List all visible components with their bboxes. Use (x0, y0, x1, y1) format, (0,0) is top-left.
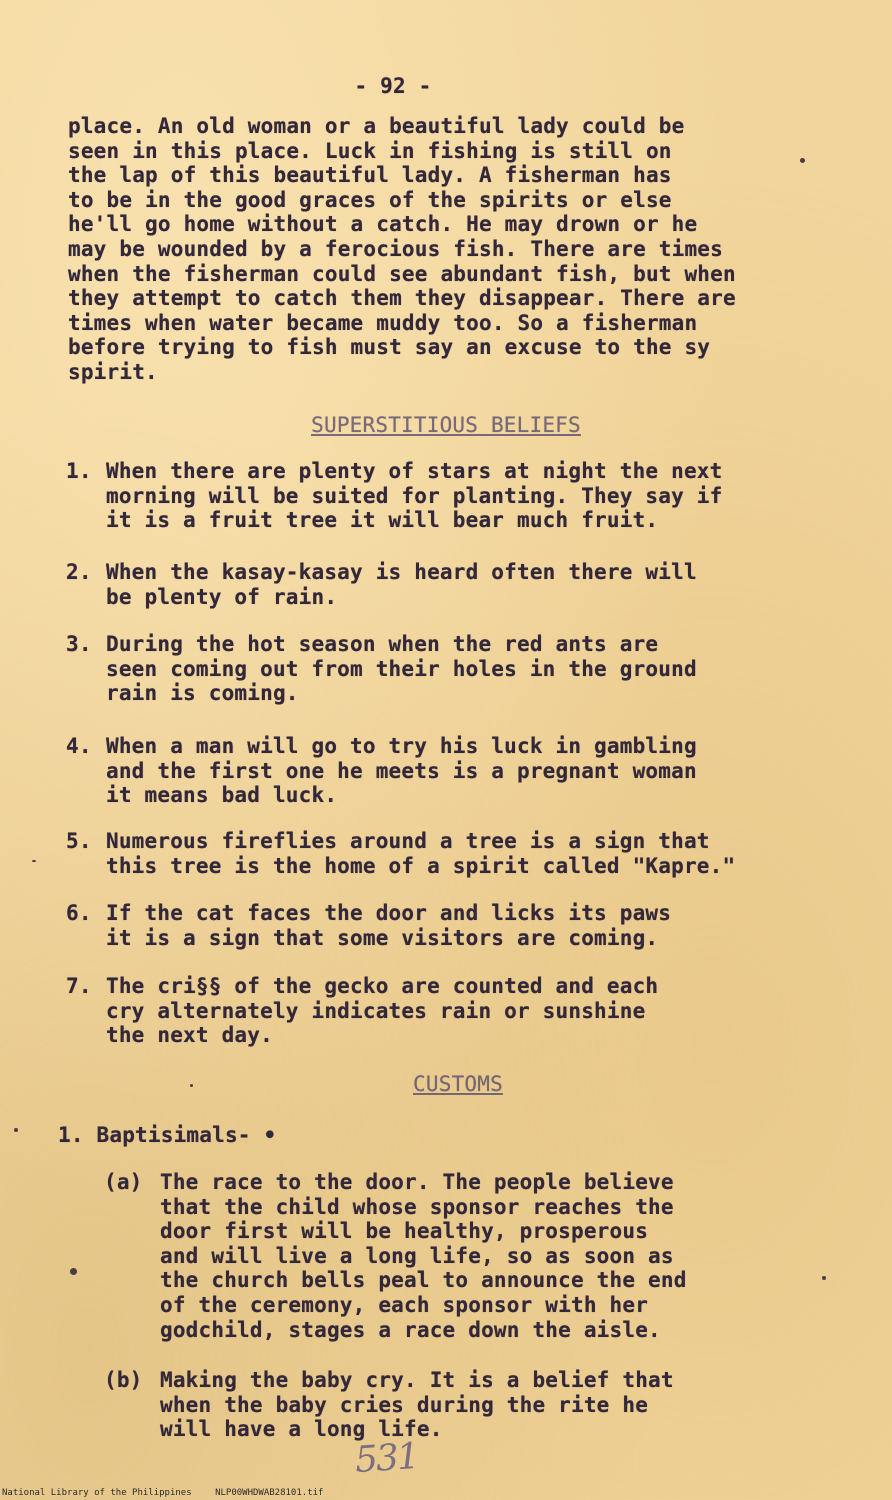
custom-subitem (104, 1368, 824, 1442)
belief-number: 6. (66, 901, 92, 925)
belief-item (66, 734, 846, 808)
belief-item (66, 974, 846, 1048)
belief-item (66, 632, 846, 706)
belief-item (66, 560, 846, 609)
intro-paragraph: place. An old woman or a beautiful lady could be seen in this place. Luck in fishing is still on the lap of this beautiful lady. A fisherman has to be in the good graces of the spirits or else he'll go home without a catch. He may drown or he may be wounded by a ferocious fish. There are times when the fisherman could see abundant fish, but when they attempt to catch them they disappear. There are times when water became muddy too. So a fisherman before trying to fish must say an excuse to the sy spirit. (68, 114, 736, 384)
subitem-mark: (b) (104, 1368, 143, 1392)
footer-library: National Library of the Philippines (2, 1488, 192, 1498)
paper-speck (14, 1128, 18, 1132)
baptisimals-label: 1. Baptisimals- • (58, 1123, 277, 1147)
belief-text: When the kasay-kasay is heard often there will be plenty of rain. (106, 560, 697, 609)
subitem-mark: (a) (104, 1170, 143, 1194)
scan-footer (2, 1488, 341, 1498)
paper-speck (822, 1276, 826, 1280)
customs-heading: CUSTOMS (413, 1072, 503, 1096)
belief-text: The cri§§ of the gecko are counted and each cry alternately indicates rain or sunshine the next day. (106, 974, 659, 1048)
handwritten-page-number: 531 (353, 1435, 420, 1482)
subitem-text: The race to the door. The people believe that the child whose sponsor reaches the door first will be healthy, prosperous and will live a long life, so as soon as the church bells peal to announce the end of the ceremony, each sponsor with her godchild, stages a race down the aisle. (160, 1170, 687, 1342)
belief-number: 3. (66, 632, 92, 656)
footer-file-id: NLP00WHDWAB28101.tif (215, 1488, 324, 1498)
belief-number: 2. (66, 560, 92, 584)
belief-number: 5. (66, 829, 92, 853)
paper-speck (70, 1268, 77, 1275)
paper-speck (32, 860, 36, 862)
belief-number: 1. (66, 459, 92, 483)
belief-text: Numerous fireflies around a tree is a sign that this tree is the home of a spirit called "Kapre." (106, 829, 736, 878)
belief-text: When there are plenty of stars at night the next morning will be suited for planting. They say if it is a fruit tree it will bear much fruit. (106, 459, 723, 533)
paper-speck (800, 158, 805, 163)
belief-number: 7. (66, 974, 92, 998)
belief-item (66, 829, 846, 878)
belief-item (66, 459, 846, 533)
belief-text: When a man will go to try his luck in gambling and the first one he meets is a pregnant woman it means bad luck. (106, 734, 697, 808)
page-number: - 92 - (354, 74, 432, 98)
subitem-text: Making the baby cry. It is a belief that when the baby cries during the rite he will have a long life. (160, 1368, 674, 1442)
paper-speck (190, 1084, 193, 1087)
belief-text: If the cat faces the door and licks its paws it is a sign that some visitors are coming. (106, 901, 672, 950)
custom-subitem (104, 1170, 824, 1342)
belief-number: 4. (66, 734, 92, 758)
belief-text: During the hot season when the red ants are seen coming out from their holes in the ground rain is coming. (106, 632, 697, 706)
superstitious-beliefs-heading: SUPERSTITIOUS BELIEFS (311, 413, 581, 437)
belief-item (66, 901, 846, 950)
